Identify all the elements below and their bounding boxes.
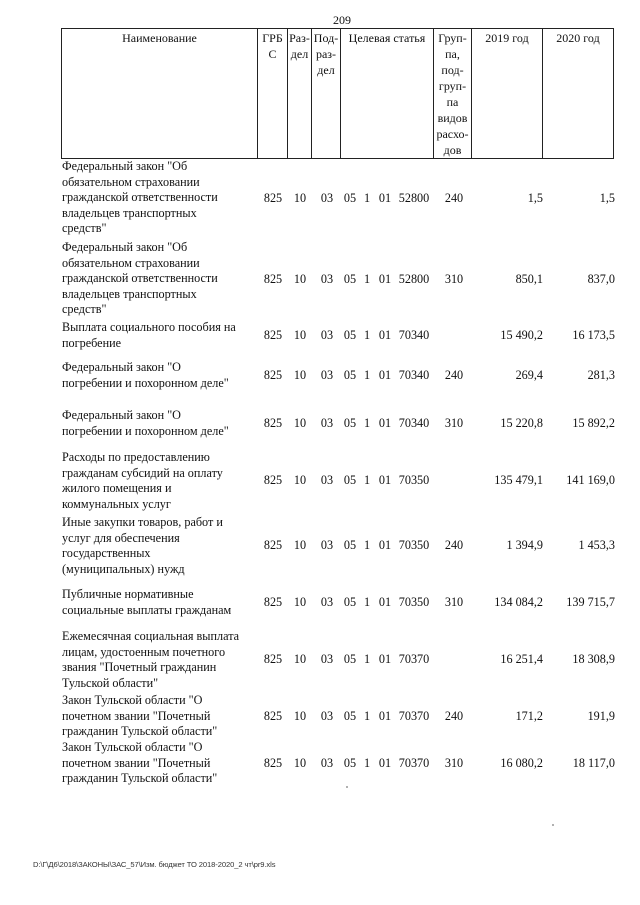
row-podrazdel: 03 [320, 328, 334, 342]
row-target-subprogram: 1 [363, 191, 371, 205]
row-target-direction: 52800 [398, 191, 430, 205]
row-target-subprogram: 1 [363, 756, 371, 770]
row-podrazdel: 03 [320, 191, 334, 205]
row-target-subprogram: 1 [363, 473, 371, 487]
row-amount-2020: 141 169,0 [566, 473, 615, 487]
row-target-event: 01 [378, 191, 392, 205]
row-target-program: 05 [343, 652, 357, 666]
row-razdel: 10 [293, 191, 307, 205]
row-amount-2019: 850,1 [515, 272, 543, 286]
row-grbs: 825 [263, 328, 283, 342]
row-amount-2019: 16 251,4 [500, 652, 543, 666]
row-target-event: 01 [378, 272, 392, 286]
row-target-direction: 70370 [398, 652, 430, 666]
file-path-footer: D:\Г\Д6\2018\ЗАКОНЫ\ЗАС_57\Изм. бюджет ТО 2018-2020_2 чт\pr9.xls [33, 860, 276, 869]
row-razdel: 10 [293, 328, 307, 342]
row-expense-group: 240 [444, 709, 464, 723]
header-grbs: ГРБ С [258, 29, 288, 159]
row-target-direction: 70340 [398, 416, 430, 430]
row-name: Выплата социального пособия на погребение [62, 320, 236, 350]
row-expense-group: 240 [444, 368, 464, 382]
row-target-subprogram: 1 [363, 538, 371, 552]
row-target-program: 05 [343, 191, 357, 205]
row-target-subprogram: 1 [363, 709, 371, 723]
row-target-program: 05 [343, 368, 357, 382]
row-grbs: 825 [263, 538, 283, 552]
row-amount-2019: 15 490,2 [500, 328, 543, 342]
row-podrazdel: 03 [320, 756, 334, 770]
row-podrazdel: 03 [320, 595, 334, 609]
row-target-event: 01 [378, 652, 392, 666]
row-name: Закон Тульской области "О почетном звании "Почетный гражданин Тульской области" [62, 740, 218, 786]
row-target-subprogram: 1 [363, 272, 371, 286]
row-amount-2019: 171,2 [515, 709, 543, 723]
row-amount-2020: 16 173,5 [572, 328, 615, 342]
row-expense-group: 240 [444, 538, 464, 552]
row-razdel: 10 [293, 368, 307, 382]
row-target-subprogram: 1 [363, 368, 371, 382]
row-amount-2019: 16 080,2 [500, 756, 543, 770]
row-name: Федеральный закон "О погребении и похоронном деле" [62, 360, 229, 390]
row-target-event: 01 [378, 538, 392, 552]
row-amount-2020: 1 453,3 [578, 538, 615, 552]
row-target-direction: 70350 [398, 595, 430, 609]
row-target-event: 01 [378, 328, 392, 342]
row-grbs: 825 [263, 709, 283, 723]
header-target-article: Целевая статья [341, 29, 434, 159]
row-amount-2019: 1 394,9 [506, 538, 543, 552]
row-target-direction: 70350 [398, 473, 430, 487]
row-amount-2020: 139 715,7 [566, 595, 615, 609]
row-grbs: 825 [263, 756, 283, 770]
row-target-direction: 70370 [398, 709, 430, 723]
row-grbs: 825 [263, 652, 283, 666]
row-target-direction: 52800 [398, 272, 430, 286]
row-target-subprogram: 1 [363, 328, 371, 342]
row-podrazdel: 03 [320, 538, 334, 552]
row-amount-2020: 191,9 [587, 709, 615, 723]
row-name: Ежемесячная социальная выплата лицам, удостоенным почетного звания "Почетный гражданин Тульской области" [62, 629, 240, 690]
header-name: Наименование [62, 29, 258, 159]
header-expense-group: Груп- па, под- груп- па видов расхо- дов [434, 29, 472, 159]
row-target-event: 01 [378, 368, 392, 382]
row-target-program: 05 [343, 272, 357, 286]
row-target-program: 05 [343, 756, 357, 770]
row-name: Расходы по предоставлению гражданам субсидий на оплату жилого помещения и коммунальных услуг [62, 450, 223, 511]
row-grbs: 825 [263, 595, 283, 609]
scan-speck [346, 786, 348, 788]
row-target-event: 01 [378, 709, 392, 723]
row-target-direction: 70350 [398, 538, 430, 552]
row-podrazdel: 03 [320, 473, 334, 487]
row-grbs: 825 [263, 191, 283, 205]
row-target-direction: 70340 [398, 328, 430, 342]
row-podrazdel: 03 [320, 368, 334, 382]
page-number: 209 [333, 13, 351, 27]
row-amount-2019: 269,4 [515, 368, 543, 382]
row-razdel: 10 [293, 709, 307, 723]
row-amount-2020: 837,0 [587, 272, 615, 286]
row-target-program: 05 [343, 538, 357, 552]
header-podrazdel: Под- раз- дел [312, 29, 341, 159]
row-name: Иные закупки товаров, работ и услуг для обеспечения государственных (муниципальных) нужд [62, 515, 223, 576]
row-amount-2019: 15 220,8 [500, 416, 543, 430]
row-target-subprogram: 1 [363, 416, 371, 430]
row-podrazdel: 03 [320, 272, 334, 286]
row-target-program: 05 [343, 473, 357, 487]
row-amount-2020: 15 892,2 [572, 416, 615, 430]
row-amount-2019: 135 479,1 [494, 473, 543, 487]
row-amount-2020: 281,3 [587, 368, 615, 382]
row-target-direction: 70370 [398, 756, 430, 770]
row-target-event: 01 [378, 595, 392, 609]
row-razdel: 10 [293, 756, 307, 770]
row-name: Федеральный закон "О погребении и похоронном деле" [62, 408, 229, 438]
row-amount-2020: 1,5 [599, 191, 615, 205]
row-podrazdel: 03 [320, 652, 334, 666]
row-target-program: 05 [343, 709, 357, 723]
row-razdel: 10 [293, 416, 307, 430]
row-target-program: 05 [343, 416, 357, 430]
row-razdel: 10 [293, 272, 307, 286]
row-target-program: 05 [343, 328, 357, 342]
row-razdel: 10 [293, 652, 307, 666]
row-grbs: 825 [263, 473, 283, 487]
row-name: Федеральный закон "Об обязательном страховании гражданской ответственности владельцев транспортных средств" [62, 240, 218, 317]
row-razdel: 10 [293, 538, 307, 552]
row-grbs: 825 [263, 416, 283, 430]
row-expense-group: 310 [444, 416, 464, 430]
row-expense-group: 240 [444, 191, 464, 205]
header-year-2019: 2019 год [472, 29, 543, 159]
row-target-event: 01 [378, 416, 392, 430]
row-amount-2020: 18 308,9 [572, 652, 615, 666]
row-target-subprogram: 1 [363, 652, 371, 666]
row-name: Федеральный закон "Об обязательном страховании гражданской ответственности владельцев транспортных средств" [62, 159, 218, 236]
row-name: Закон Тульской области "О почетном звании "Почетный гражданин Тульской области" [62, 693, 218, 739]
row-name: Публичные нормативные социальные выплаты гражданам [62, 587, 232, 617]
row-podrazdel: 03 [320, 416, 334, 430]
scan-speck [552, 824, 554, 826]
row-razdel: 10 [293, 473, 307, 487]
row-grbs: 825 [263, 368, 283, 382]
row-target-subprogram: 1 [363, 595, 371, 609]
row-amount-2019: 134 084,2 [494, 595, 543, 609]
row-amount-2020: 18 117,0 [572, 756, 615, 770]
header-razdel: Раз- дел [288, 29, 312, 159]
row-razdel: 10 [293, 595, 307, 609]
row-expense-group: 310 [444, 272, 464, 286]
header-year-2020: 2020 год [543, 29, 614, 159]
row-target-event: 01 [378, 473, 392, 487]
row-podrazdel: 03 [320, 709, 334, 723]
row-target-direction: 70340 [398, 368, 430, 382]
row-target-program: 05 [343, 595, 357, 609]
row-expense-group: 310 [444, 756, 464, 770]
row-target-event: 01 [378, 756, 392, 770]
row-grbs: 825 [263, 272, 283, 286]
row-amount-2019: 1,5 [527, 191, 543, 205]
row-expense-group: 310 [444, 595, 464, 609]
